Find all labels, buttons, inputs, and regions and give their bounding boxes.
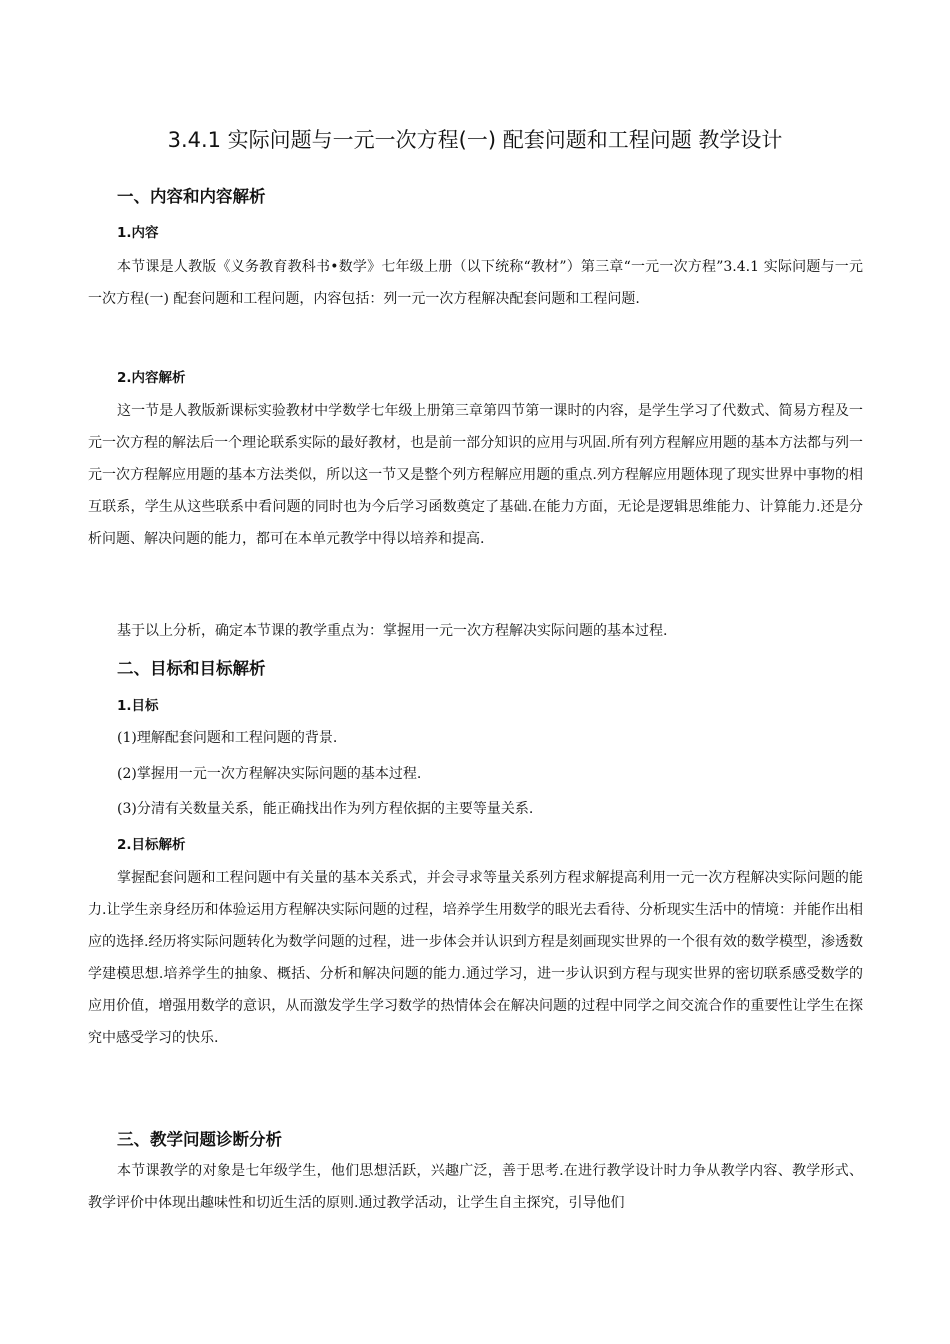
section3-paragraph: 本节课教学的对象是七年级学生，他们思想活跃，兴趣广泛，善于思考.在进行教学设计时力争从教学内容、教学形式、教学评价中体现出趣味性和切近生活的原则.通过教学活动，让学生自主探究，引导他们: [88, 1163, 863, 1211]
section2-paragraph-analysis: 掌握配套问题和工程问题中有关量的基本关系式，并会寻求等量关系列方程求解提高利用一元一次方程解决实际问题的能力.让学生亲身经历和体验运用方程解决实际问题的过程，培养学生用数学的眼光去看待、分析现实生活中的情境：并能作出相应的选择.经历将实际问题转化为数学问题的过程，进一步体会并认识到方程是刻画现实世界的一个很有效的数学模型，渗透数学建模思想.培养学生的抽象、概括、分析和解决问题的能力.通过学习，进一步认识到方程与现实世界的密切联系感受数学的应用价值，增强用数学的意识，从而激发学生学习数学的热情体会在解决问题的过程中同学之间交流合作的重要性让学生在探究中感受学习的快乐.: [88, 870, 863, 1046]
section1-paragraph-analysis: 这一节是人教版新课标实验教材中学数学七年级上册第三章第四节第一课时的内容，是学生学习了代数式、简易方程及一元一次方程的解法后一个理论联系实际的最好教材，也是前一部分知识的应用与巩固.所有列方程解应用题的基本方法都与列一元一次方程解应用题的基本方法类似，所以这一节又是整个列方程解应用题的重点.列方程解应用题体现了现实世界中事物的相互联系，学生从这些联系中看问题的同时也为今后学习函数奠定了基础.在能力方面，无论是逻辑思维能力、计算能力.还是分析问题、解决问题的能力，都可在本单元教学中得以培养和提高.: [88, 403, 863, 547]
section2-sub1: 1.目标: [117, 698, 159, 714]
section1-sub2: 2.内容解析: [117, 370, 186, 386]
document-title: 3.4.1 实际问题与一元一次方程(一) 配套问题和工程问题 教学设计: [167, 128, 783, 152]
section2-sub2: 2.目标解析: [117, 837, 186, 853]
section2-heading: 二、目标和目标解析: [117, 659, 266, 678]
section1-paragraph-summary: 基于以上分析，确定本节课的教学重点为：掌握用一元一次方程解决实际问题的基本过程.: [117, 623, 668, 639]
section1-sub1: 1.内容: [117, 225, 159, 241]
section3-heading: 三、教学问题诊断分析: [117, 1130, 282, 1149]
goal-item: (2)掌握用一元一次方程解决实际问题的基本过程.: [117, 766, 422, 782]
goal-item: (3)分清有关数量关系，能正确找出作为列方程依据的主要等量关系.: [117, 801, 534, 817]
goal-item: (1)理解配套问题和工程问题的背景.: [117, 730, 338, 746]
section1-heading: 一、内容和内容解析: [117, 187, 266, 206]
section1-paragraph-content: 本节课是人教版《义务教育教科书•数学》七年级上册（以下统称“教材”）第三章“一元一次方程”3.4.1 实际问题与一元一次方程(一) 配套问题和工程问题，内容包括：列一元一次方程解决配套问题和工程问题.: [88, 259, 863, 307]
